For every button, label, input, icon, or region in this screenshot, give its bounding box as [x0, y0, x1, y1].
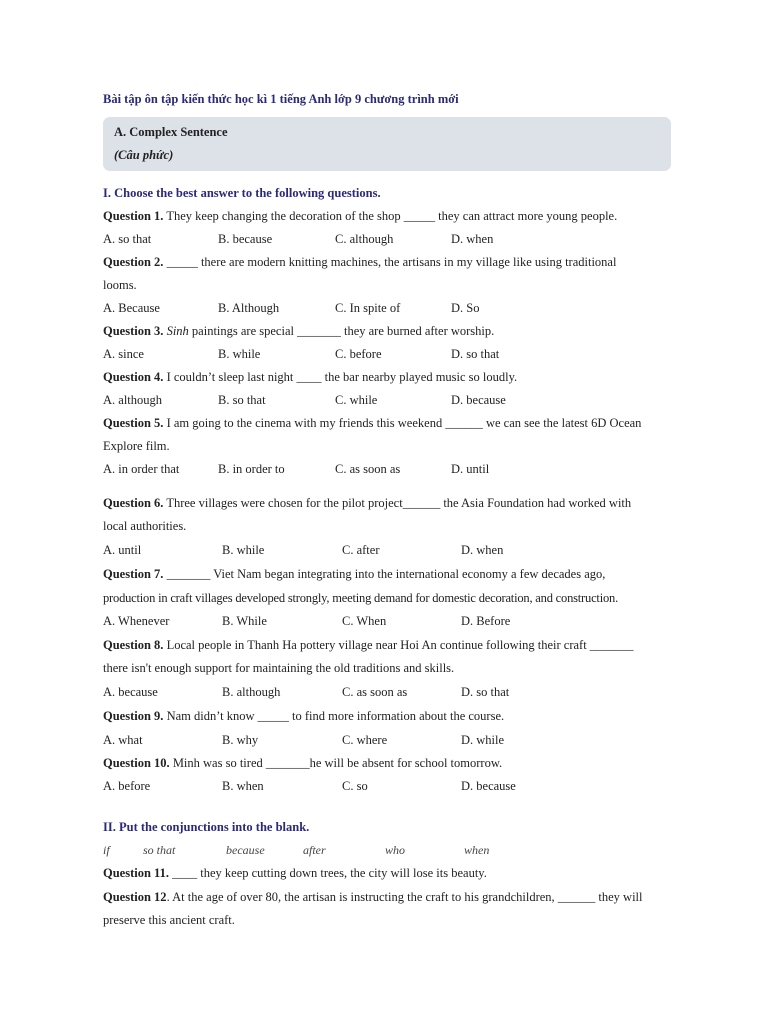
question-6-continued: local authorities. [103, 519, 187, 533]
question-label: Question 10. [103, 756, 170, 770]
question-12 [103, 890, 643, 905]
option-b: B. in order to [218, 462, 285, 476]
question-4 [103, 370, 517, 385]
option-c: C. as soon as [342, 685, 408, 699]
part-1-title: I. Choose the best answer to the following questions. [103, 186, 381, 200]
question-emphasis: Sinh [166, 324, 189, 338]
question-7 [103, 567, 605, 582]
option-d: D. Before [461, 614, 511, 628]
word-bank-item: if [103, 843, 110, 857]
question-label: Question 6. [103, 496, 164, 510]
word-bank-item: because [226, 843, 265, 857]
option-a: A. until [103, 543, 142, 557]
option-c: C. although [335, 232, 394, 246]
question-3 [103, 324, 494, 339]
option-c: C. as soon as [335, 462, 401, 476]
option-b: B. Although [218, 301, 280, 315]
question-text: They keep changing the decoration of the shop _____ they can attract more young people. [163, 209, 618, 223]
question-text: _____ there are modern knitting machines, the artisans in my village like using traditional [163, 255, 617, 269]
option-c: C. When [342, 614, 387, 628]
question-11 [103, 866, 487, 881]
option-a: A. although [103, 393, 163, 407]
option-d: D. so that [451, 347, 500, 361]
question-6 [103, 496, 631, 511]
question-1 [103, 209, 617, 224]
option-c: C. after [342, 543, 380, 557]
section-header-box [103, 117, 671, 171]
part-2-title: II. Put the conjunctions into the blank. [103, 820, 310, 834]
question-label: Question 5. [103, 416, 164, 430]
option-c: C. before [335, 347, 382, 361]
question-text: paintings are special _______ they are burned after worship. [188, 324, 495, 338]
option-d: D. so that [461, 685, 510, 699]
option-d: D. because [451, 393, 506, 407]
question-8 [103, 638, 634, 653]
question-label: Question 2. [103, 255, 164, 269]
question-label: Question 11. [103, 866, 169, 880]
option-d: D. until [451, 462, 490, 476]
question-8-continued: there isn't enough support for maintaining the old traditions and skills. [103, 661, 455, 675]
question-text: . At the age of over 80, the artisan is instructing the craft to his grandchildren, ______ they will [166, 890, 643, 904]
section-heading: A. Complex Sentence [114, 125, 228, 139]
question-text: I am going to the cinema with my friends this weekend ______ we can see the latest 6D Ocean [163, 416, 642, 430]
option-d: D. So [451, 301, 480, 315]
question-text: Three villages were chosen for the pilot project______ the Asia Foundation had worked with [163, 496, 632, 510]
option-b: B. although [222, 685, 281, 699]
option-b: B. because [218, 232, 273, 246]
question-2-continued: looms. [103, 278, 137, 292]
page-title: Bài tập ôn tập kiến thức học kì 1 tiếng Anh lớp 9 chương trình mới [103, 92, 459, 106]
word-bank-item: after [303, 843, 326, 857]
option-c: C. In spite of [335, 301, 401, 315]
question-10 [103, 756, 502, 771]
question-5-continued: Explore film. [103, 439, 170, 453]
question-5 [103, 416, 641, 431]
question-text: _______ Viet Nam began integrating into the international economy a few decades ago, [163, 567, 606, 581]
question-text: Local people in Thanh Ha pottery village near Hoi An continue following their craft _______ [163, 638, 634, 652]
option-a: A. in order that [103, 462, 180, 476]
option-d: D. when [451, 232, 494, 246]
option-b: B. while [222, 543, 265, 557]
question-text: I couldn’t sleep last night ____ the bar nearby played music so loudly. [163, 370, 518, 384]
question-label: Question 4. [103, 370, 164, 384]
question-2 [103, 255, 616, 270]
word-bank-item: who [385, 843, 406, 857]
option-a: A. because [103, 685, 158, 699]
question-label: Question 8. [103, 638, 164, 652]
option-a: A. before [103, 779, 151, 793]
option-d: D. because [461, 779, 516, 793]
question-12-continued: preserve this ancient craft. [103, 913, 235, 927]
option-b: B. while [218, 347, 261, 361]
option-a: A. Whenever [103, 614, 170, 628]
word-bank-item: so that [143, 843, 176, 857]
option-d: D. when [461, 543, 504, 557]
question-label: Question 7. [103, 567, 164, 581]
option-a: A. what [103, 733, 143, 747]
question-label: Question 3. [103, 324, 164, 338]
question-9 [103, 709, 504, 724]
option-a: A. Because [103, 301, 160, 315]
question-7-continued: production in craft villages developed strongly, meeting demand for domestic decoration, and construction. [103, 591, 618, 605]
word-bank-item: when [464, 843, 490, 857]
option-d: D. while [461, 733, 505, 747]
option-b: B. why [222, 733, 259, 747]
question-label: Question 9. [103, 709, 164, 723]
option-c: C. where [342, 733, 388, 747]
question-text: Minh was so tired _______he will be absent for school tomorrow. [169, 756, 503, 770]
option-c: C. so [342, 779, 368, 793]
question-text: ____ they keep cutting down trees, the city will lose its beauty. [169, 866, 487, 880]
option-a: A. since [103, 347, 144, 361]
question-text: Nam didn’t know _____ to find more information about the course. [163, 709, 505, 723]
question-label: Question 12 [103, 890, 167, 904]
question-label: Question 1. [103, 209, 164, 223]
option-c: C. while [335, 393, 378, 407]
option-a: A. so that [103, 232, 152, 246]
section-subheading: (Câu phức) [114, 148, 174, 162]
option-b: B. when [222, 779, 264, 793]
option-b: B. so that [218, 393, 266, 407]
option-b: B. While [222, 614, 267, 628]
